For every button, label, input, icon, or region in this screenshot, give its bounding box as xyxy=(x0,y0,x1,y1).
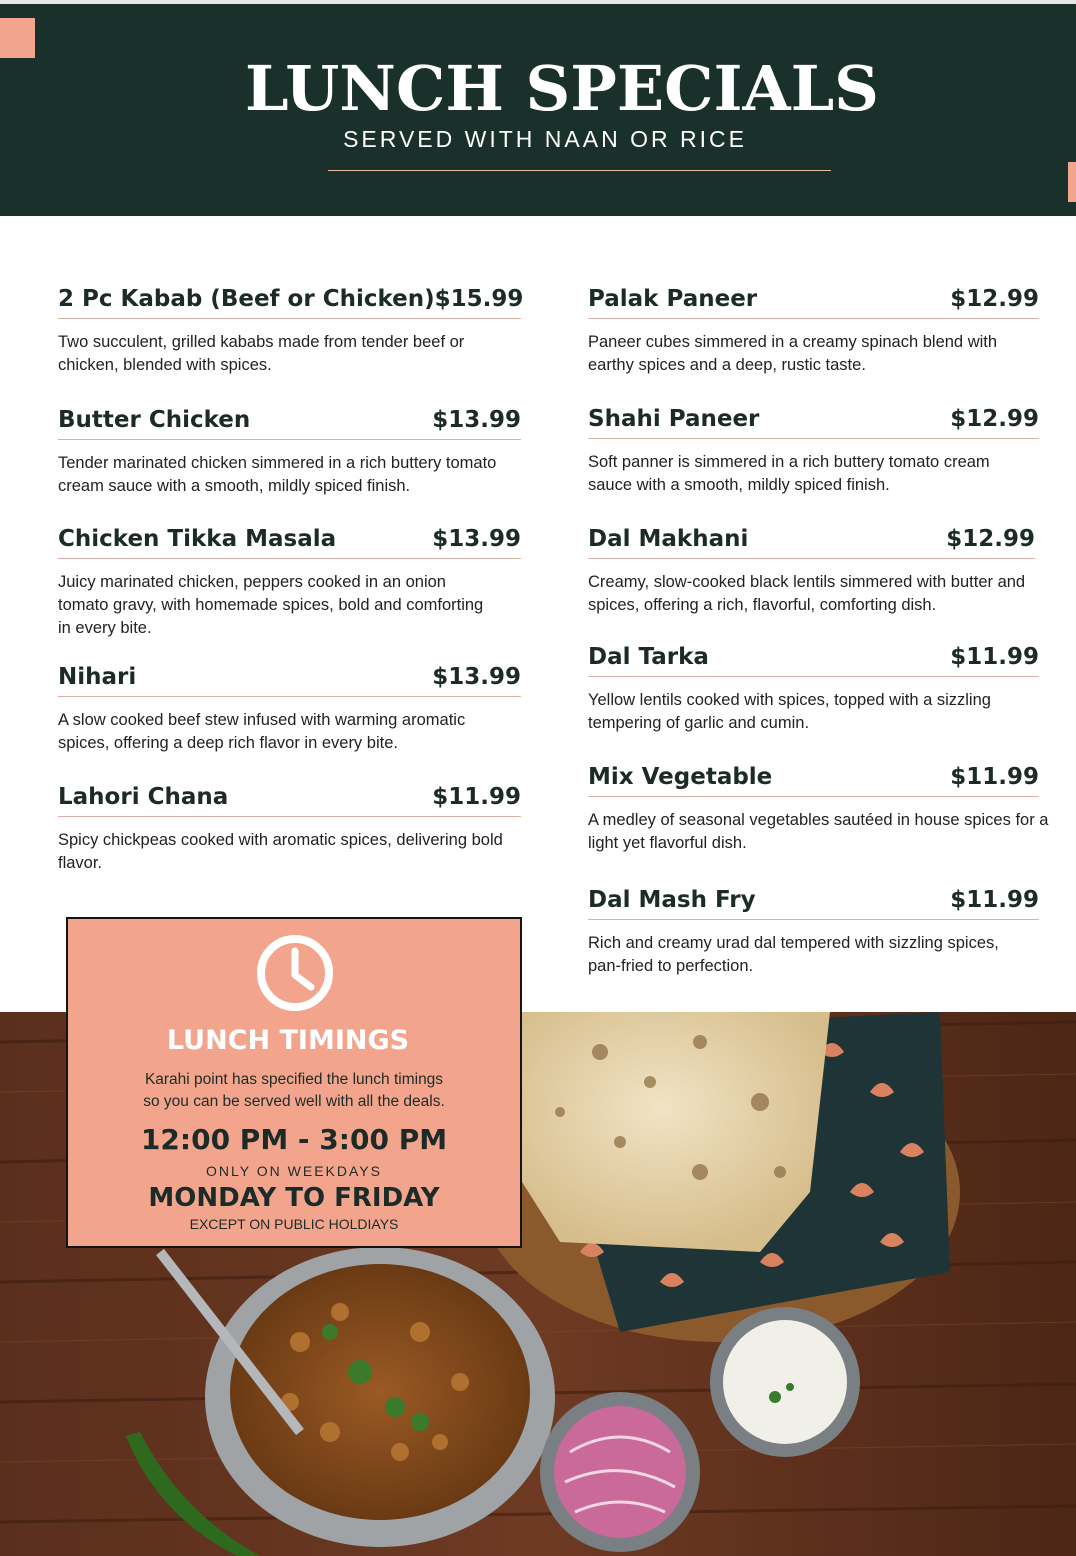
timings-days: MONDAY TO FRIDAY xyxy=(148,1183,440,1213)
menu-item-palak-paneer xyxy=(588,286,1040,377)
menu-item-dal-mash-fry xyxy=(588,887,1040,978)
menu-item-desc: A medley of seasonal vegetables sautéed in house spices for a light yet flavorful dish. xyxy=(588,811,1049,852)
menu-item-price: $12.99 xyxy=(950,286,1039,312)
menu-item-dal-makhani xyxy=(588,526,1036,617)
menu-item-kabab xyxy=(58,286,523,377)
menu-item-desc: Soft panner is simmered in a rich buttery tomato cream sauce with a smooth, mildly spiced finish. xyxy=(588,453,990,494)
menu-item-dal-tarka xyxy=(588,644,1040,735)
menu-item-name: Dal Makhani xyxy=(588,526,749,552)
menu-item-price: $11.99 xyxy=(432,784,521,810)
menu-item-price: $11.99 xyxy=(950,644,1039,670)
menu-item-price: $13.99 xyxy=(432,407,521,433)
menu-item-desc: Yellow lentils cooked with spices, topped with a sizzling tempering of garlic and cumin. xyxy=(588,691,991,732)
menu-item-name: Dal Tarka xyxy=(588,644,709,670)
menu-item-lahori-chana xyxy=(58,784,523,875)
menu-item-price: $12.99 xyxy=(950,406,1039,432)
page-subtitle: SERVED WITH NAAN OR RICE xyxy=(343,126,747,152)
menu-item-desc: Creamy, slow-cooked black lentils simmered with butter and spices, offering a rich, flavorful, comforting dish. xyxy=(588,573,1026,614)
right-edge-accent xyxy=(1068,162,1076,202)
menu-item-price: $13.99 xyxy=(432,526,521,552)
timings-desc-line: Karahi point has specified the lunch timings xyxy=(144,1071,444,1088)
menu-item-desc: Spicy chickpeas cooked with aromatic spices, delivering bold flavor. xyxy=(58,831,503,872)
timings-title: LUNCH TIMINGS xyxy=(166,1025,410,1056)
menu-item-shahi-paneer xyxy=(588,406,1040,497)
menu-item-name: Mix Vegetable xyxy=(588,764,773,790)
menu-item-desc: A slow cooked beef stew infused with warming aromatic spices, offering a deep rich flavor in every bite. xyxy=(58,711,466,752)
menu-item-chicken-tikka-masala xyxy=(58,526,523,640)
menu-item-price: $12.99 xyxy=(946,526,1035,552)
menu-item-name: Chicken Tikka Masala xyxy=(58,526,337,552)
menu-item-price: $13.99 xyxy=(432,664,521,690)
menu-item-mix-vegetable xyxy=(588,764,1049,855)
menu-item-name: Palak Paneer xyxy=(588,286,758,312)
timings-weekdays-note: ONLY ON WEEKDAYS xyxy=(206,1163,382,1179)
menu-item-desc: Paneer cubes simmered in a creamy spinach blend with earthy spices and a deep, rustic taste. xyxy=(588,333,998,374)
menu-item-desc: Tender marinated chicken simmered in a rich buttery tomato cream sauce with a smooth, mildly spiced finish. xyxy=(58,454,497,495)
menu-item-price: $15.99 xyxy=(434,286,524,312)
menu-item-price: $11.99 xyxy=(950,764,1039,790)
menu-item-desc: Juicy marinated chicken, peppers cooked in an onion tomato gravy, with homemade spices, bold and comforting in every bite. xyxy=(58,573,484,637)
menu-item-name: Butter Chicken xyxy=(58,407,251,433)
menu-item-desc: Rich and creamy urad dal tempered with sizzling spices, pan-fried to perfection. xyxy=(588,934,999,975)
menu-item-nihari xyxy=(58,664,523,755)
menu-item-name: 2 Pc Kabab (Beef or Chicken) xyxy=(58,286,435,312)
timings-desc-line: so you can be served well with all the deals. xyxy=(143,1093,445,1110)
menu-item-name: Dal Mash Fry xyxy=(588,887,756,913)
timings-hours: 12:00 PM - 3:00 PM xyxy=(140,1123,448,1156)
menu-item-price: $11.99 xyxy=(950,887,1039,913)
lunch-timings-card xyxy=(66,917,522,1248)
header-divider xyxy=(328,170,831,171)
menu-item-desc: Two succulent, grilled kababs made from tender beef or chicken, blended with spices. xyxy=(58,333,465,374)
menu-item-name: Lahori Chana xyxy=(58,784,229,810)
menu-item-butter-chicken xyxy=(58,407,523,498)
menu-item-name: Nihari xyxy=(58,664,137,690)
timings-exception-note: EXCEPT ON PUBLIC HOLDIAYS xyxy=(189,1216,399,1232)
page-title: LUNCH SPECIALS xyxy=(245,52,879,125)
menu-item-name: Shahi Paneer xyxy=(588,406,760,432)
clock-icon xyxy=(255,933,335,1017)
timings-description xyxy=(68,1069,520,1113)
